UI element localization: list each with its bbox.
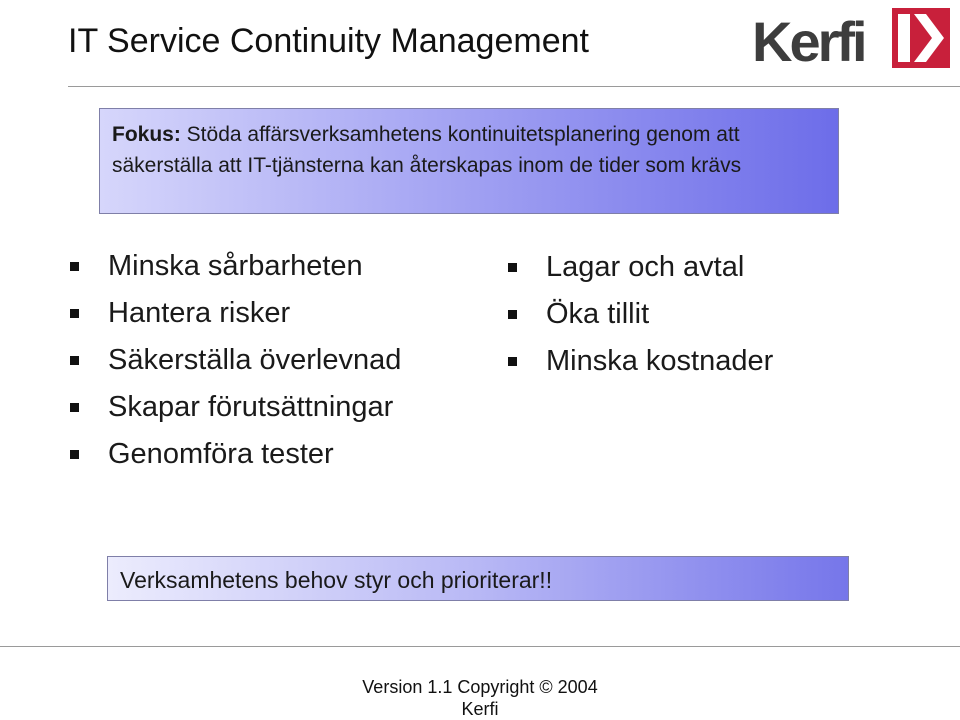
kerfi-logo — [752, 8, 952, 78]
title-divider — [68, 86, 960, 87]
footer-divider — [0, 646, 960, 647]
bullet-square-icon — [508, 263, 517, 272]
list-item: Genomföra tester — [70, 431, 401, 478]
focus-text: Stöda affärsverksamhetens kontinuitetsplanering genom att säkerställa att IT-tjänsterna kan återskapas inom de tider som krävs — [112, 123, 742, 177]
priority-box: Verksamhetens behov styr och prioriterar!! — [107, 556, 849, 601]
focus-label: Fokus: — [112, 123, 181, 146]
logo-wordmark: Kerfi — [752, 10, 865, 73]
footer-company: Kerfi — [461, 699, 499, 719]
bullet-list-left — [70, 243, 401, 478]
bullet-square-icon — [70, 356, 79, 365]
focus-box — [99, 108, 839, 214]
page-title: IT Service Continuity Management — [68, 22, 589, 60]
footer-version: Version 1.1 Copyright © 2004 — [362, 677, 598, 697]
bullet-square-icon — [70, 403, 79, 412]
list-item: Hantera risker — [70, 290, 401, 337]
bullet-list-right — [508, 244, 773, 385]
list-item: Minska kostnader — [508, 338, 773, 385]
bullet-square-icon — [508, 310, 517, 319]
list-item: Skapar förutsättningar — [70, 384, 401, 431]
list-item: Öka tillit — [508, 291, 773, 338]
list-item: Säkerställa överlevnad — [70, 337, 401, 384]
bullet-square-icon — [70, 309, 79, 318]
list-item: Lagar och avtal — [508, 244, 773, 291]
list-item: Minska sårbarheten — [70, 243, 401, 290]
bullet-square-icon — [70, 450, 79, 459]
bullet-square-icon — [508, 357, 517, 366]
bullet-square-icon — [70, 262, 79, 271]
kerfi-emblem-icon — [892, 8, 950, 68]
